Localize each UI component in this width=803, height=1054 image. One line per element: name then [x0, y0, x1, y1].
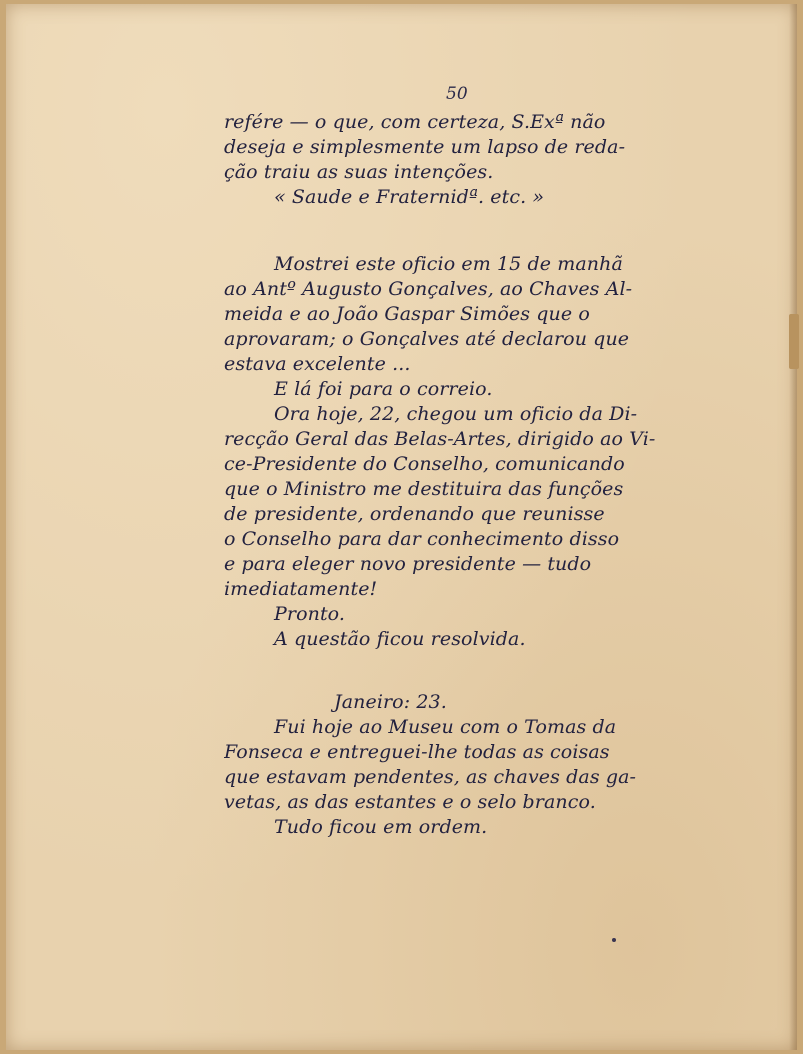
page-number: 50 — [446, 84, 468, 104]
binding-notch — [789, 314, 799, 369]
text-line: Fonseca e entreguei-lhe todas as coisas — [224, 741, 610, 763]
handwritten-text — [224, 110, 704, 840]
text-line: refére — o que, com certeza, S.Exª não — [224, 111, 606, 133]
ink-dot — [612, 938, 616, 942]
text-line: ção traiu as suas intenções. — [224, 161, 494, 183]
text-line: E lá foi para o correio. — [274, 378, 493, 400]
text-line: que o Ministro me destituira das funções — [224, 478, 624, 500]
text-line: Tudo ficou em ordem. — [274, 816, 488, 838]
text-line: aprovaram; o Gonçalves até declarou que — [224, 328, 630, 350]
text-line: vetas, as das estantes e o selo branco. — [224, 791, 596, 813]
text-line: imediatamente! — [224, 578, 378, 600]
text-line: Ora hoje, 22, chegou um oficio da Di- — [274, 403, 638, 425]
text-line: Mostrei este oficio em 15 de manhã — [274, 253, 623, 275]
date-heading: Janeiro: 23. — [334, 691, 447, 713]
text-line: o Conselho para dar conhecimento disso — [224, 528, 620, 550]
text-line: estava excelente ... — [224, 353, 411, 375]
text-line: Pronto. — [274, 603, 346, 625]
page-edge-shadow — [789, 4, 797, 1050]
text-line: recção Geral das Belas-Artes, dirigido ao Vi- — [224, 428, 656, 450]
text-line: deseja e simplesmente um lapso de reda- — [224, 136, 626, 158]
text-line: meida e ao João Gaspar Simões que o — [224, 303, 590, 325]
manuscript-page — [6, 4, 797, 1050]
text-line: A questão ficou resolvida. — [274, 628, 526, 650]
text-line: e para eleger novo presidente — tudo — [224, 553, 592, 575]
text-line-salutation: « Saude e Fraternidª. etc. » — [274, 186, 545, 208]
text-line: ce-Presidente do Conselho, comunicando — [224, 453, 625, 475]
text-line: ao Antº Augusto Gonçalves, ao Chaves Al- — [224, 278, 633, 300]
text-line: Fui hoje ao Museu com o Tomas da — [274, 716, 617, 738]
text-line: que estavam pendentes, as chaves das ga- — [224, 766, 637, 788]
text-line: de presidente, ordenando que reunisse — [224, 503, 605, 525]
